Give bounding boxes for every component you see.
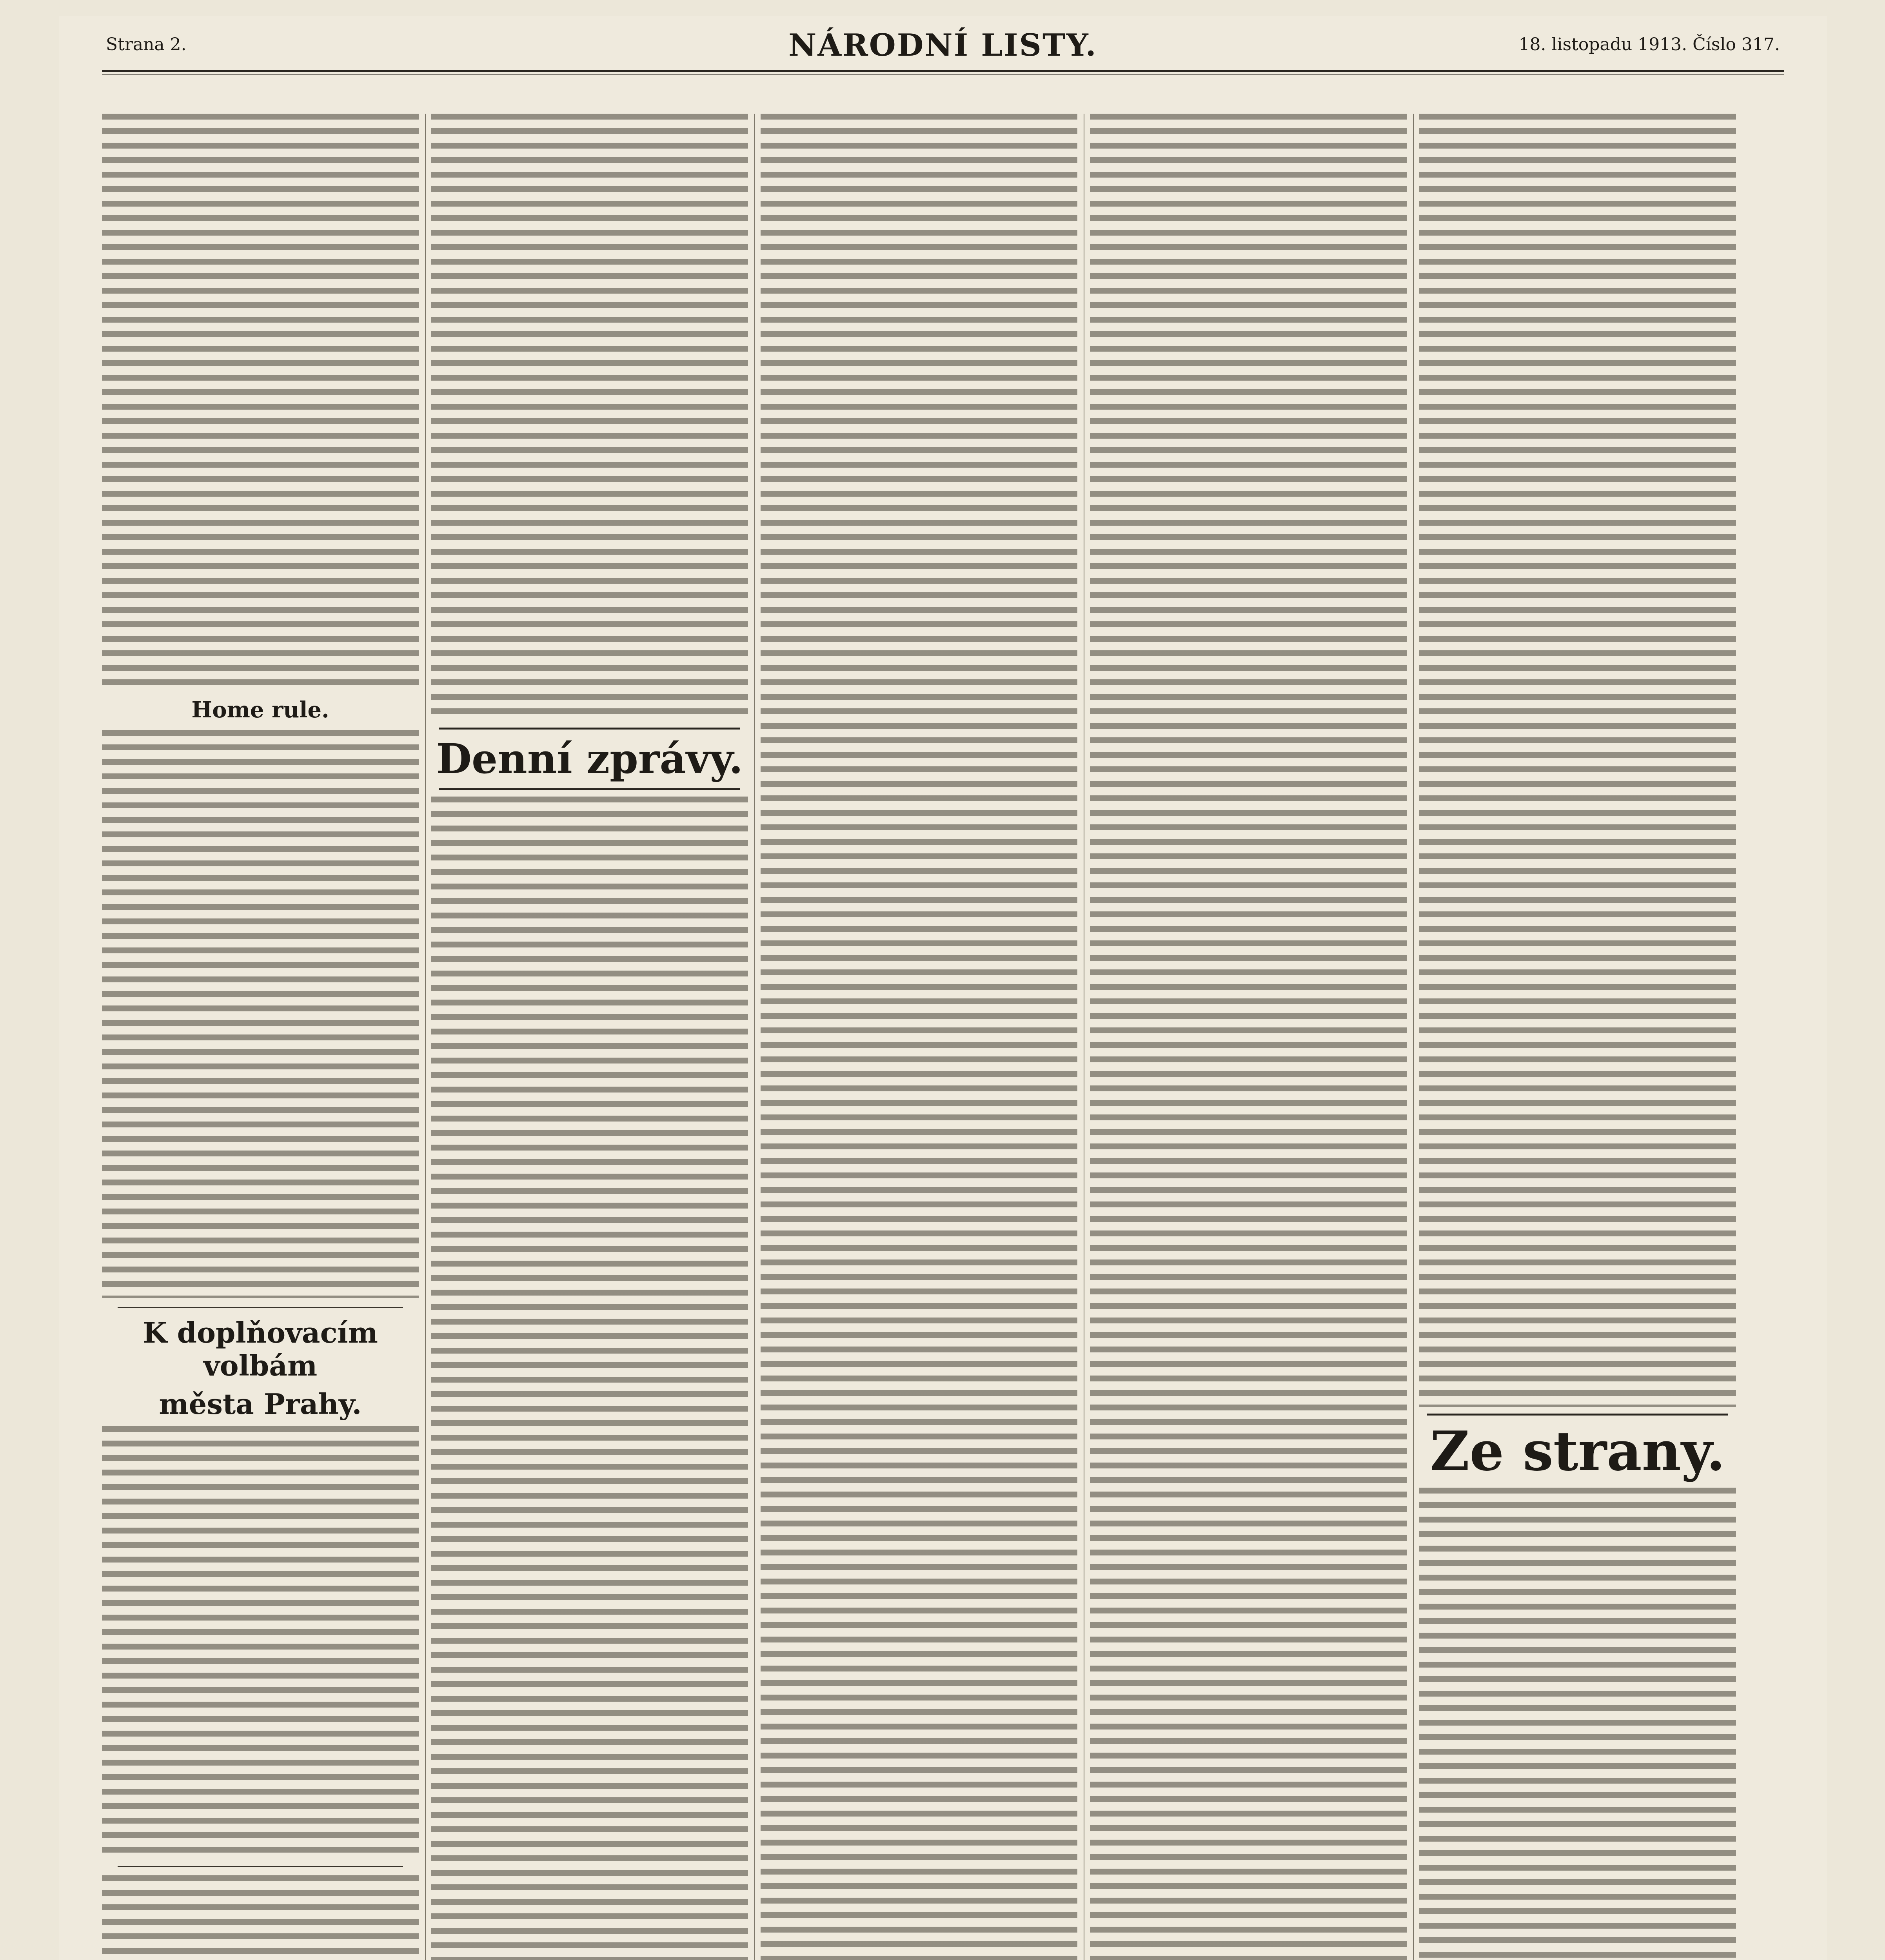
divider [1427, 1414, 1728, 1416]
article-body [431, 114, 748, 721]
heading-denni-zpravy: Denní zprávy. [436, 735, 743, 783]
heading-ze-strany: Ze strany. [1430, 1419, 1725, 1483]
divider [439, 788, 740, 790]
column-divider [754, 114, 755, 1960]
divider [118, 1307, 403, 1308]
article-body [102, 114, 419, 690]
article-body [1419, 114, 1736, 1407]
article-body [102, 730, 419, 1298]
column-5 [1419, 114, 1736, 1960]
article-body [431, 797, 748, 1960]
newspaper-page [59, 16, 1827, 1960]
article-body [1419, 1488, 1736, 1960]
newspaper-title: NÁRODNÍ LISTY. [788, 27, 1097, 63]
article-body [1090, 114, 1407, 1960]
column-divider [1413, 114, 1414, 1960]
masthead-rule [102, 70, 1784, 72]
page-number: Strana 2. [106, 34, 187, 54]
heading-k-doplnovacim-volbam: K doplňovacím volbám [143, 1316, 378, 1382]
column-2 [431, 114, 748, 1960]
masthead [59, 16, 1827, 74]
divider [118, 1866, 403, 1867]
heading-mesta-prahy: města Prahy. [159, 1387, 362, 1421]
divider [439, 728, 740, 730]
article-body [102, 1426, 419, 1857]
column-4 [1090, 114, 1407, 1960]
article-body [102, 1875, 419, 1960]
masthead-rule-thin [102, 74, 1784, 75]
article-body [761, 114, 1077, 1960]
column-1 [102, 114, 419, 1960]
heading-home-rule: Home rule. [191, 697, 329, 723]
column-divider [425, 114, 426, 1960]
column-3 [761, 114, 1077, 1960]
issue-date: 18. listopadu 1913. Číslo 317. [1518, 34, 1780, 54]
